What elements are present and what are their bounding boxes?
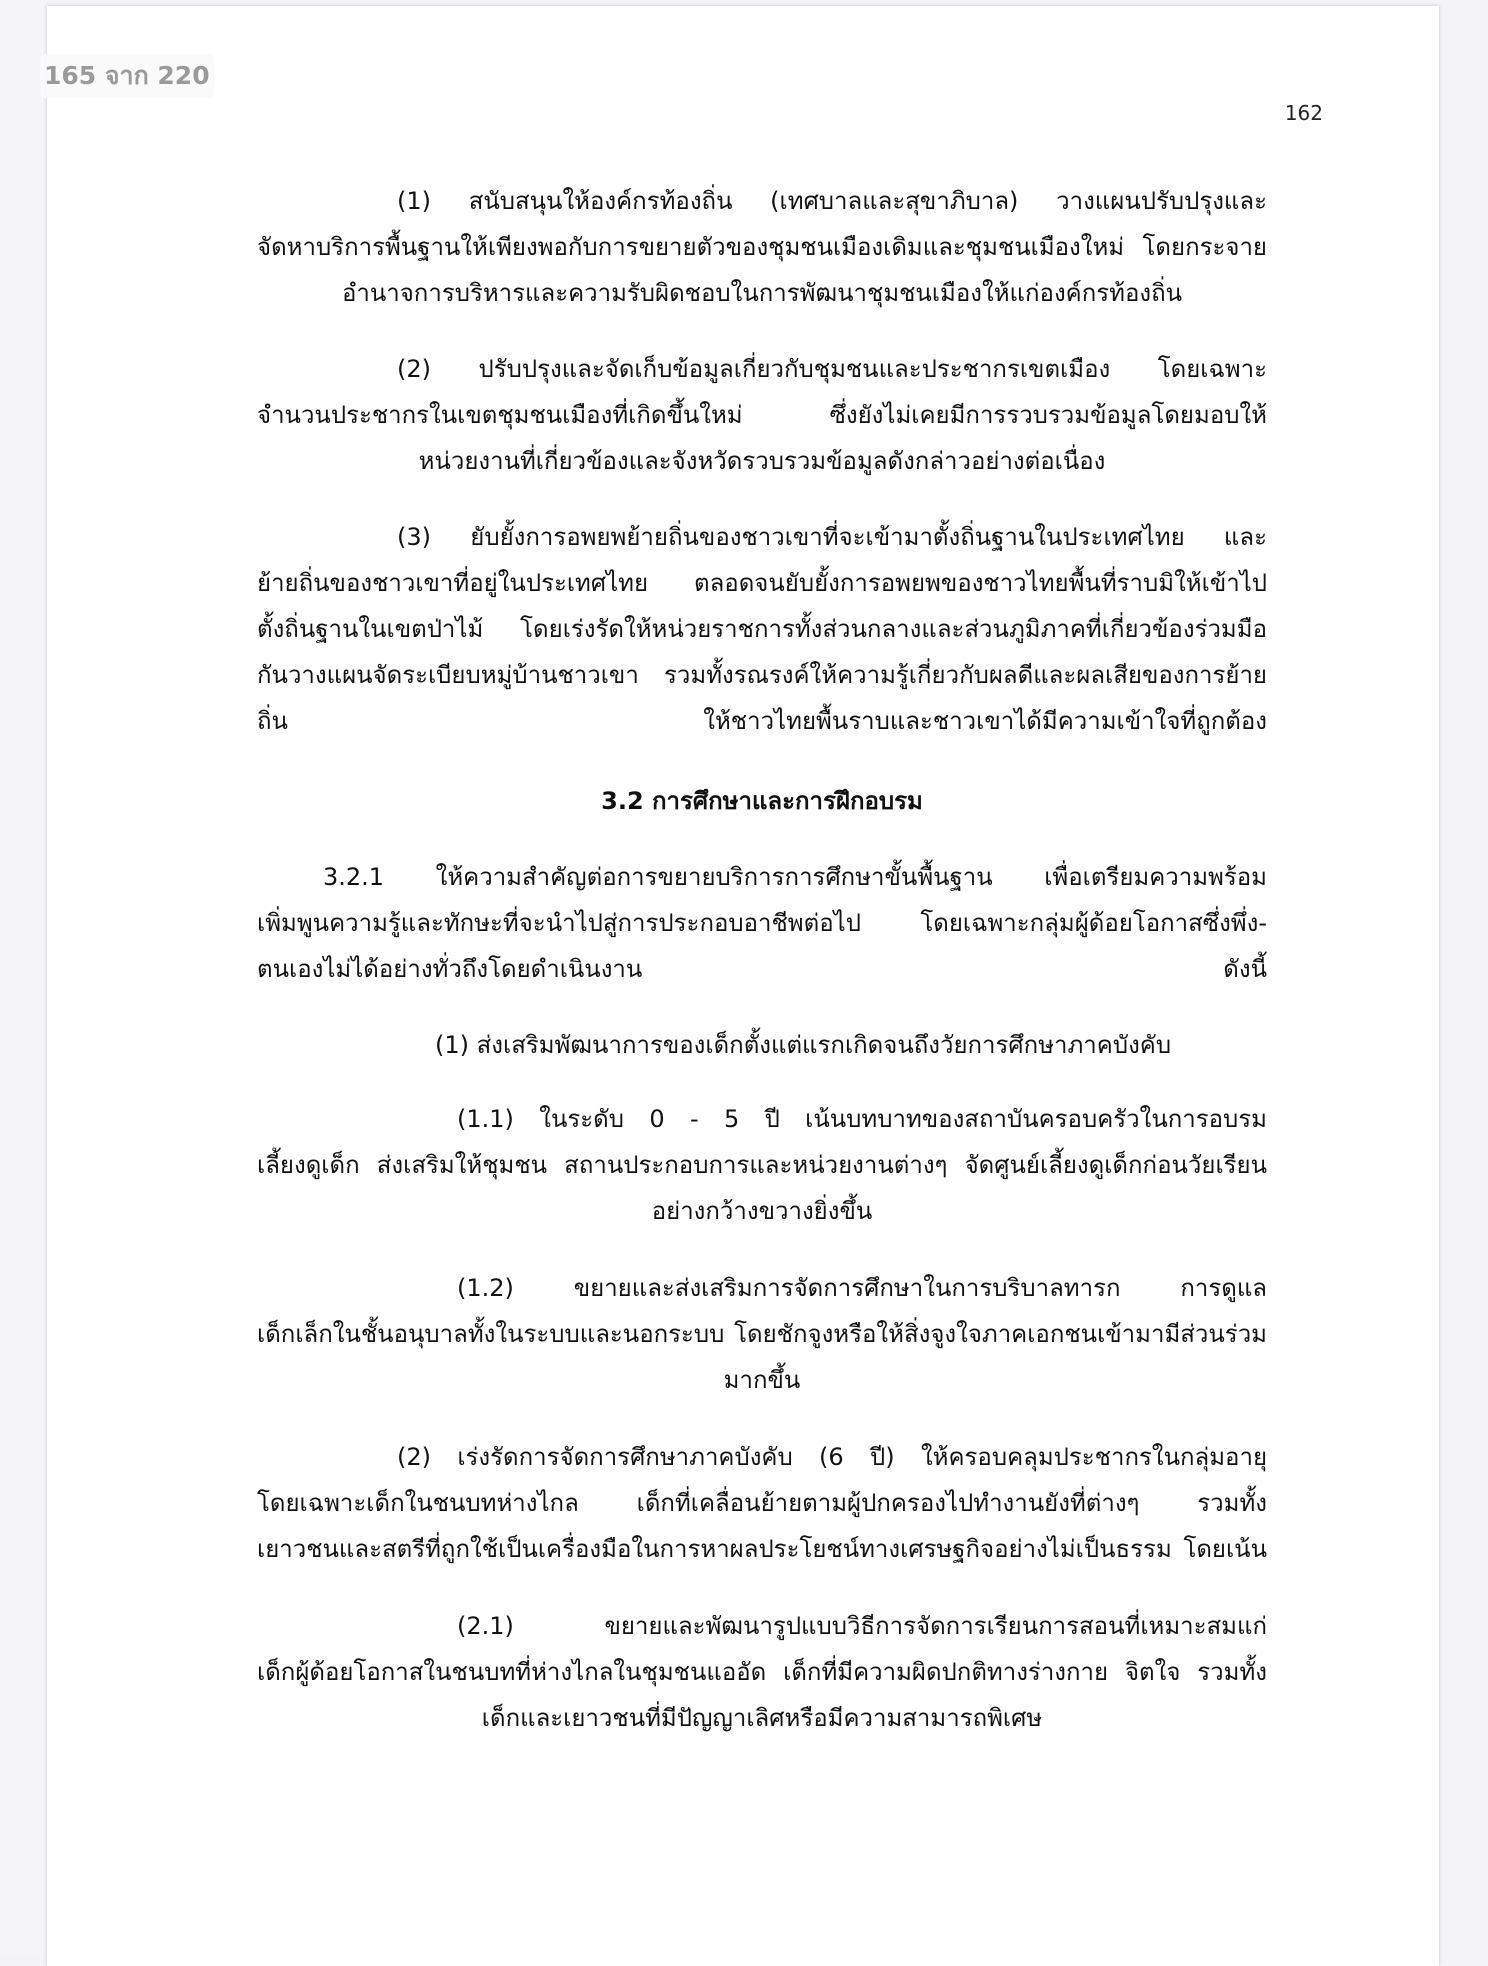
text-line: ย้ายถิ่นของชาวเขาที่อยู่ในประเทศไทย ตลอดจนยับยั้งการอพยพของชาวไทยพื้นที่ราบมิให้เข้าไป — [257, 569, 1267, 597]
text-line: (2) เร่งรัดการจัดการศึกษาภาคบังคับ (6 ปี) ให้ครอบคลุมประชากรในกลุ่มอายุ — [397, 1443, 1267, 1471]
text-line: เพิ่มพูนความรู้และทักษะที่จะนำไปสู่การประกอบอาชีพต่อไป โดยเฉพาะกลุ่มผู้ด้อยโอกาสซึ่งพึ่ง- — [257, 909, 1267, 937]
text-line: จำนวนประชากรในเขตชุมชนเมืองที่เกิดขึ้นใหม่ ซึ่งยังไม่เคยมีการรวบรวมข้อมูลโดยมอบให้ — [257, 401, 1267, 429]
section-heading: 3.2 การศึกษาและการฝึกอบรม — [601, 787, 923, 815]
text-line: (1) สนับสนุนให้องค์กรท้องถิ่น (เทศบาลและสุขาภิบาล) วางแผนปรับปรุงและ — [397, 187, 1267, 215]
page-counter: 165 จาก 220 — [40, 54, 214, 98]
text-line: (2) ปรับปรุงและจัดเก็บข้อมูลเกี่ยวกับชุมชนและประชากรเขตเมือง โดยเฉพาะ — [397, 355, 1267, 383]
text-line: (2.1) ขยายและพัฒนารูปแบบวิธีการจัดการเรียนการสอนที่เหมาะสมแก่ — [457, 1612, 1267, 1640]
text-line: เด็กและเยาวชนที่มีปัญญาเลิศหรือมีความสามารถพิเศษ — [481, 1704, 1043, 1732]
text-line: 3.2.1 ให้ความสำคัญต่อการขยายบริการการศึกษาขั้นพื้นฐาน เพื่อเตรียมความพร้อม — [323, 863, 1267, 891]
paragraph-9 — [257, 1603, 1267, 1741]
text-line: เยาวชนและสตรีที่ถูกใช้เป็นเครื่องมือในการหาผลประโยชน์ทางเศรษฐกิจอย่างไม่เป็นธรรม โดยเน้น — [257, 1535, 1267, 1563]
text-line: อำนาจการบริหารและความรับผิดชอบในการพัฒนาชุมชนเมืองให้แก่องค์กรท้องถิ่น — [341, 279, 1183, 307]
text-line: เลี้ยงดูเด็ก ส่งเสริมให้ชุมชน สถานประกอบการและหน่วยงานต่างๆ จัดศูนย์เลี้ยงดูเด็กก่อนวัยเรียน — [257, 1151, 1267, 1179]
text-line: มากขึ้น — [723, 1366, 801, 1394]
text-line: (1.1) ในระดับ 0 - 5 ปี เน้นบทบาทของสถาบันครอบครัวในการอบรม — [457, 1105, 1267, 1133]
paragraph-8 — [257, 1434, 1267, 1572]
text-line: เด็กผู้ด้อยโอกาสในชนบทที่ห่างไกลในชุมชนแออัด เด็กที่มีความผิดปกติทางร่างกาย จิตใจ รวมทั้ง — [257, 1658, 1267, 1686]
page-number: 162 — [1284, 101, 1323, 125]
paragraph-1 — [257, 178, 1267, 316]
text-line: (3) ยับยั้งการอพยพย้ายถิ่นของชาวเขาที่จะเข้ามาตั้งถิ่นฐานในประเทศไทย และ — [397, 523, 1267, 551]
text-line: อย่างกว้างขวางยิ่งขึ้น — [651, 1197, 873, 1225]
text-line: กันวางแผนจัดระเบียบหมู่บ้านชาวเขา รวมทั้งรณรงค์ให้ความรู้เกี่ยวกับผลดีและผลเสียของการย้าย — [257, 661, 1267, 689]
text-line: จัดหาบริการพื้นฐานให้เพียงพอกับการขยายตัวของชุมชนเมืองเดิมและชุมชนเมืองใหม่ โดยกระจาย — [257, 233, 1267, 261]
text-line: ตั้งถิ่นฐานในเขตป่าไม้ โดยเร่งรัดให้หน่วยราชการทั้งส่วนกลางและส่วนภูมิภาคที่เกี่ยวข้องร่วมมือ — [257, 615, 1267, 643]
text-line: เด็กเล็กในชั้นอนุบาลทั้งในระบบและนอกระบบ โดยชักจูงหรือให้สิ่งจูงใจภาคเอกชนเข้ามามีส่วนร่วม — [257, 1320, 1267, 1348]
paragraph-7 — [257, 1265, 1267, 1403]
paragraph-3 — [257, 514, 1267, 744]
text-line: (1) ส่งเสริมพัฒนาการของเด็กตั้งแต่แรกเกิดจนถึงวัยการศึกษาภาคบังคับ — [435, 1031, 1172, 1059]
text-line: ถิ่น ให้ชาวไทยพื้นราบและชาวเขาได้มีความเข้าใจที่ถูกต้อง — [257, 707, 1267, 735]
document-page[interactable] — [47, 6, 1439, 1966]
paragraph-6 — [257, 1096, 1267, 1234]
paragraph-4 — [257, 854, 1267, 992]
text-line: (1.2) ขยายและส่งเสริมการจัดการศึกษาในการบริบาลทารก การดูแล — [457, 1274, 1267, 1302]
text-line: ตนเองไม่ได้อย่างทั่วถึงโดยดำเนินงาน ดังนี้ — [257, 955, 1267, 983]
text-line: หน่วยงานที่เกี่ยวข้องและจังหวัดรวบรวมข้อมูลดังกล่าวอย่างต่อเนื่อง — [418, 447, 1106, 475]
viewer-sidebar-strip — [0, 0, 47, 1956]
paragraph-5 — [257, 1022, 1267, 1068]
paragraph-2 — [257, 346, 1267, 484]
text-line: โดยเฉพาะเด็กในชนบทห่างไกล เด็กที่เคลื่อนย้ายตามผู้ปกครองไปทำงานยังที่ต่างๆ รวมทั้ง — [257, 1489, 1267, 1517]
